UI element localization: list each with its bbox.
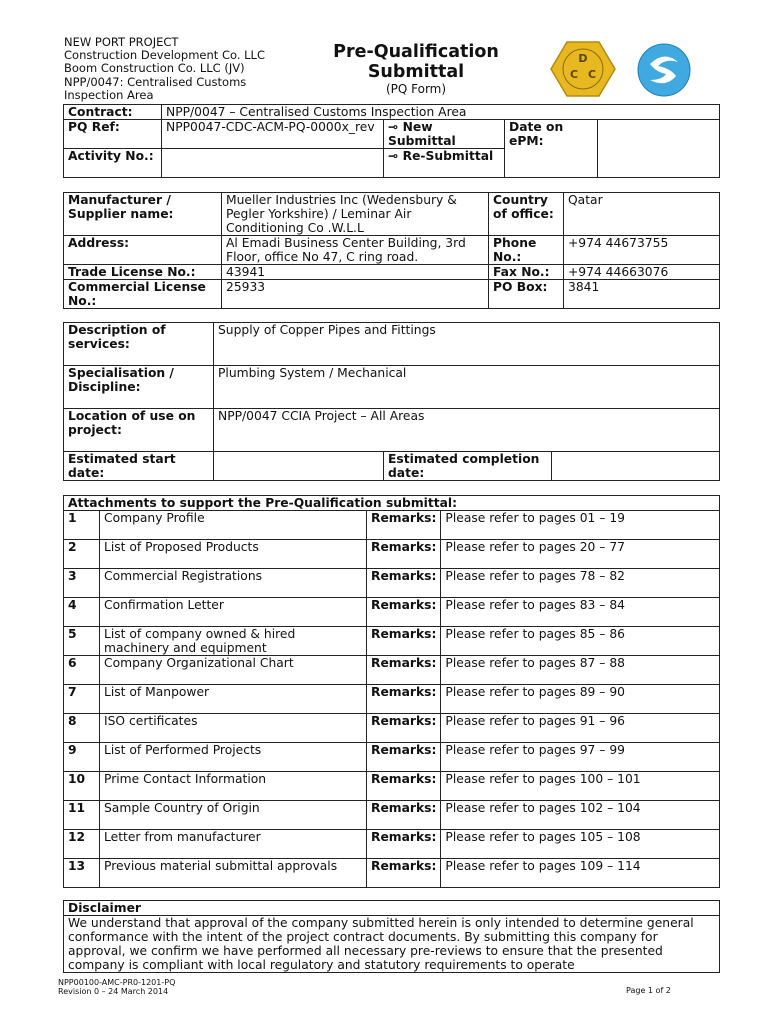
attachment-number: 7 [64, 685, 100, 714]
attachments-heading: Attachments to support the Pre-Qualification submittal: [64, 496, 720, 511]
attachment-name: Commercial Registrations [100, 569, 367, 598]
commercial-license-value: 25933 [222, 280, 489, 309]
supplier-table [63, 192, 720, 309]
address-value: Al Emadi Business Center Building, 3rd Floor, office No 47, C ring road. [222, 236, 489, 265]
remarks-label: Remarks: [367, 511, 441, 540]
date-epm-label: Date on ePM: [505, 120, 598, 178]
country-value: Qatar [564, 193, 720, 236]
attachment-name: List of Manpower [100, 685, 367, 714]
contract-label: Contract: [64, 105, 162, 120]
header-line: Inspection Area [64, 87, 154, 102]
attachment-number: 11 [64, 801, 100, 830]
attachment-name: Confirmation Letter [100, 598, 367, 627]
disclaimer-text: We understand that approval of the company submitted herein is only intended to determine general conformance with the intent of the project contract documents. By submitting this company for approval, we confirm we have performed all necessary pre-reviews to ensure that the presented company is compliant with local regulatory and statutory requirements to operate [64, 916, 720, 973]
attachment-reference: Please refer to pages 97 – 99 [441, 743, 720, 772]
remarks-label: Remarks: [367, 859, 441, 888]
logo-letter: D [578, 52, 588, 65]
header-line: Construction Development Co. LLC [64, 48, 265, 63]
attachment-number: 6 [64, 656, 100, 685]
services-table [63, 322, 720, 481]
location-label: Location of use on project: [64, 409, 214, 452]
activity-label: Activity No.: [64, 149, 162, 178]
attachment-row [64, 685, 720, 714]
trade-license-value: 43941 [222, 265, 489, 280]
attachment-row [64, 801, 720, 830]
remarks-label: Remarks: [367, 714, 441, 743]
attachment-name: Company Organizational Chart [100, 656, 367, 685]
attachment-name: List of Performed Projects [100, 743, 367, 772]
doc-code: NPP00100-AMC-PR0-1201-PQ [58, 978, 176, 987]
attachment-row [64, 540, 720, 569]
attachment-reference: Please refer to pages 85 – 86 [441, 627, 720, 656]
attachment-row [64, 511, 720, 540]
activity-value[interactable] [162, 149, 384, 178]
checkbox-icon: ⊸ [388, 120, 403, 134]
pqref-label: PQ Ref: [64, 120, 162, 149]
pobox-label: PO Box: [489, 280, 564, 309]
attachment-number: 9 [64, 743, 100, 772]
attachments-body [64, 511, 720, 888]
logo-letter: C [587, 68, 597, 81]
remarks-label: Remarks: [367, 627, 441, 656]
header-line: Boom Construction Co. LLC (JV) [64, 61, 245, 76]
phone-label: Phone No.: [489, 236, 564, 265]
attachment-name: Letter from manufacturer [100, 830, 367, 859]
supplier-name-label: Manufacturer / Supplier name: [64, 193, 222, 236]
attachments-table [63, 495, 720, 888]
description-label: Description of services: [64, 323, 214, 366]
logo-letter: C [569, 68, 579, 81]
specialisation-value: Plumbing System / Mechanical [214, 366, 720, 409]
swirl-logo-icon [636, 42, 692, 98]
attachment-reference: Please refer to pages 87 – 88 [441, 656, 720, 685]
remarks-label: Remarks: [367, 830, 441, 859]
pobox-value: 3841 [564, 280, 720, 309]
commercial-license-label: Commercial License No.: [64, 280, 222, 309]
attachment-number: 13 [64, 859, 100, 888]
attachment-row [64, 627, 720, 656]
attachment-reference: Please refer to pages 01 – 19 [441, 511, 720, 540]
attachment-reference: Please refer to pages 89 – 90 [441, 685, 720, 714]
attachment-name: Prime Contact Information [100, 772, 367, 801]
fax-label: Fax No.: [489, 265, 564, 280]
attachment-name: ISO certificates [100, 714, 367, 743]
attachment-reference: Please refer to pages 100 – 101 [441, 772, 720, 801]
attachment-reference: Please refer to pages 91 – 96 [441, 714, 720, 743]
attachment-number: 3 [64, 569, 100, 598]
country-label: Country of office: [489, 193, 564, 236]
attachment-name: Previous material submittal approvals [100, 859, 367, 888]
attachment-row [64, 772, 720, 801]
remarks-label: Remarks: [367, 569, 441, 598]
attachment-row [64, 859, 720, 888]
attachment-reference: Please refer to pages 105 – 108 [441, 830, 720, 859]
location-value: NPP/0047 CCIA Project – All Areas [214, 409, 720, 452]
description-value: Supply of Copper Pipes and Fittings [214, 323, 720, 366]
completion-date-value[interactable] [552, 452, 720, 481]
remarks-label: Remarks: [367, 743, 441, 772]
dcc-logo [550, 40, 616, 98]
footer-left [58, 978, 175, 996]
attachment-name: Company Profile [100, 511, 367, 540]
remarks-label: Remarks: [367, 685, 441, 714]
attachment-number: 12 [64, 830, 100, 859]
specialisation-label: Specialisation / Discipline: [64, 366, 214, 409]
attachment-name: List of company owned & hired machinery and equipment [100, 627, 367, 656]
address-label: Address: [64, 236, 222, 265]
attachment-number: 8 [64, 714, 100, 743]
project-header [64, 36, 265, 102]
pqref-value: NPP0047-CDC-ACM-PQ-0000x_rev [162, 120, 384, 149]
attachment-reference: Please refer to pages 78 – 82 [441, 569, 720, 598]
attachment-reference: Please refer to pages 20 – 77 [441, 540, 720, 569]
checkbox-icon: ⊸ [388, 149, 403, 163]
phone-value: +974 44673755 [564, 236, 720, 265]
attachment-row [64, 569, 720, 598]
title-line-1: Pre-Qualification [333, 42, 499, 62]
new-submittal-option[interactable]: ⊸ New Submittal [384, 120, 505, 149]
page-title [310, 42, 522, 82]
attachment-number: 1 [64, 511, 100, 540]
attachment-row [64, 714, 720, 743]
fax-value: +974 44663076 [564, 265, 720, 280]
header-line: NPP/0047: Centralised Customs [64, 74, 247, 89]
supplier-name-value: Mueller Industries Inc (Wedensbury & Pegler Yorkshire) / Leminar Air Conditioning Co .W.L.L [222, 193, 489, 236]
page-subtitle: (PQ Form) [385, 82, 447, 96]
attachment-number: 5 [64, 627, 100, 656]
header-line: NEW PORT PROJECT [64, 35, 179, 49]
page-number: Page 1 of 2 [626, 986, 671, 995]
remarks-label: Remarks: [367, 656, 441, 685]
remarks-label: Remarks: [367, 772, 441, 801]
attachment-row [64, 830, 720, 859]
title-line-2: Submittal [367, 62, 465, 82]
attachment-row [64, 743, 720, 772]
remarks-label: Remarks: [367, 540, 441, 569]
remarks-label: Remarks: [367, 801, 441, 830]
contract-table [63, 104, 720, 178]
attachment-row [64, 656, 720, 685]
completion-date-label: Estimated completion date: [384, 452, 552, 481]
attachment-reference: Please refer to pages 83 – 84 [441, 598, 720, 627]
start-date-value[interactable] [214, 452, 384, 481]
remarks-label: Remarks: [367, 598, 441, 627]
disclaimer-table [63, 900, 720, 973]
contract-value: NPP/0047 – Centralised Customs Inspection Area [162, 105, 720, 120]
attachment-number: 2 [64, 540, 100, 569]
disclaimer-heading: Disclaimer [64, 901, 720, 916]
attachment-number: 4 [64, 598, 100, 627]
start-date-label: Estimated start date: [64, 452, 214, 481]
trade-license-label: Trade License No.: [64, 265, 222, 280]
dcc-logo-icon [550, 40, 616, 98]
attachment-name: List of Proposed Products [100, 540, 367, 569]
attachment-reference: Please refer to pages 109 – 114 [441, 859, 720, 888]
resubmittal-option[interactable]: ⊸ Re-Submittal [384, 149, 505, 178]
attachment-name: Sample Country of Origin [100, 801, 367, 830]
date-epm-value[interactable] [598, 120, 720, 178]
company-logo [636, 42, 692, 98]
attachment-reference: Please refer to pages 102 – 104 [441, 801, 720, 830]
attachment-row [64, 598, 720, 627]
attachment-number: 10 [64, 772, 100, 801]
revision: Revision 0 – 24 March 2014 [58, 987, 169, 996]
